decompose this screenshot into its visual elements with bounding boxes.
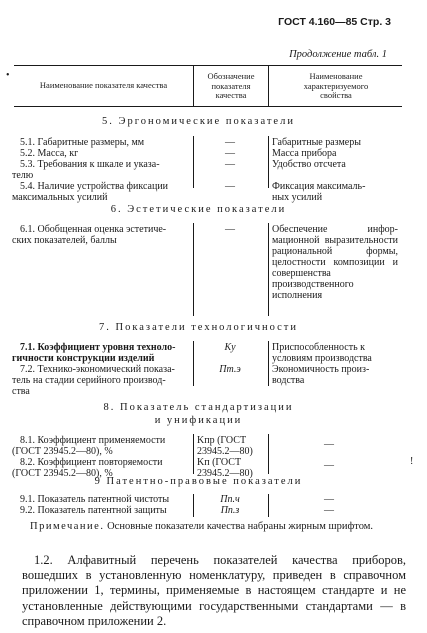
section-9-title: 9 Патентно-правовые показатели — [94, 476, 303, 487]
row-7-2-property: Экономичность произ- водства — [272, 364, 370, 386]
row-9-2-name: 9.2. Показатель патентной защиты — [20, 505, 167, 516]
row-8-2-name: 8.2. Коэффициент повторяемости (ГОСТ 23945.2—80), % — [12, 457, 163, 479]
row-5-3-property: Удобство отсчета — [272, 159, 346, 170]
column-header-designation: Обозначение показателя качества — [207, 71, 255, 100]
row-8-1-symbol: Kпр (ГОСТ 23945.2—80) — [197, 435, 253, 457]
row-7-1-symbol: Kу — [224, 342, 236, 353]
column-header-property: Наименование характеризуемого свойства — [303, 71, 369, 100]
row-5-2-symbol: — — [225, 148, 235, 159]
section-9-divider-2 — [268, 494, 269, 517]
row-6-1-symbol: — — [225, 224, 235, 235]
row-8-2-property: — — [324, 460, 334, 471]
column-header-name: Наименование показателя качества — [39, 80, 168, 90]
page-header: ГОСТ 4.160—85 Стр. 3 — [278, 16, 391, 28]
section-6-title: 6. Эстетические показатели — [110, 204, 287, 215]
row-5-1-name: 5.1. Габаритные размеры, мм — [20, 137, 145, 148]
section-6-divider-2 — [268, 223, 269, 316]
table-continuation-label: Продолжение табл. 1 — [289, 49, 387, 60]
row-8-1-name: 8.1. Коэффициент применяемости (ГОСТ 23945.2—80), % — [12, 435, 166, 457]
row-5-4-property: Фиксация максималь- ных усилий — [272, 181, 366, 203]
row-9-2-symbol: Пп.з — [220, 505, 240, 516]
row-6-1-name: 6.1. Обобщенная оценка эстетиче- ских показателей, баллы — [12, 224, 167, 246]
row-5-4-symbol: — — [225, 181, 235, 192]
section-5-title: 5. Эргономические показатели — [102, 116, 295, 127]
row-9-1-name: 9.1. Показатель патентной чистоты — [20, 494, 170, 505]
row-7-2-name: 7.2. Технико-экономический показа- тель на стадии серийного производ- ства — [12, 364, 175, 397]
margin-mark-2: ! — [410, 456, 414, 467]
table-note: Примечание. Основные показатели качества набраны жирным шрифтом. — [30, 521, 374, 532]
row-8-2-symbol: Kп (ГОСТ 23945.2—80) — [197, 457, 253, 479]
section-7-title: 7. Показатели технологичности — [99, 322, 298, 333]
row-5-1-symbol: — — [225, 137, 235, 148]
section-6-divider-1 — [193, 223, 194, 316]
table-top-rule — [14, 65, 402, 66]
row-9-2-property: — — [324, 505, 334, 516]
body-paragraph: 1.2. Алфавитный перечень показателей качества приборов, вошедших в установленную номенклатуру, приведен в справочном приложении 1, термины, применяемые в настоящем стандарте и не установленные действующими государственными стандартами — в справочном приложении 2. — [22, 553, 406, 628]
row-5-2-name: 5.2. Масса, кг — [20, 148, 79, 159]
section-8-title: 8. Показатель стандартизации и унификации — [103, 402, 294, 426]
section-5-divider-2 — [268, 136, 269, 188]
section-8-divider-1 — [193, 434, 194, 474]
table-header-rule — [14, 106, 402, 107]
row-5-3-symbol: — — [225, 159, 235, 170]
row-6-1-property: Обеспечение инфор- мационной выразительности рациональной формы, целостности композиции и совершенства производственного исполнения — [272, 224, 398, 301]
row-7-1-property: Приспособленность к условиям производства — [272, 342, 372, 364]
row-9-1-symbol: Пп.ч — [220, 494, 240, 505]
row-7-1-name: 7.1. Коэффициент уровня техноло- гичности конструкции изделий — [12, 342, 176, 364]
row-5-4-name: 5.4. Наличие устройства фиксации максимальных усилий — [12, 181, 169, 203]
row-5-1-property: Габаритные размеры — [272, 137, 361, 148]
row-8-1-property: — — [324, 439, 334, 450]
section-7-divider-2 — [268, 341, 269, 386]
header-divider-2 — [268, 65, 269, 106]
row-7-2-symbol: Пт.э — [219, 364, 241, 375]
row-9-1-property: — — [324, 494, 334, 505]
margin-mark: • — [6, 70, 10, 81]
row-5-2-property: Масса прибора — [272, 148, 337, 159]
row-5-3-name: 5.3. Требования к шкале и указа- телю — [12, 159, 160, 181]
